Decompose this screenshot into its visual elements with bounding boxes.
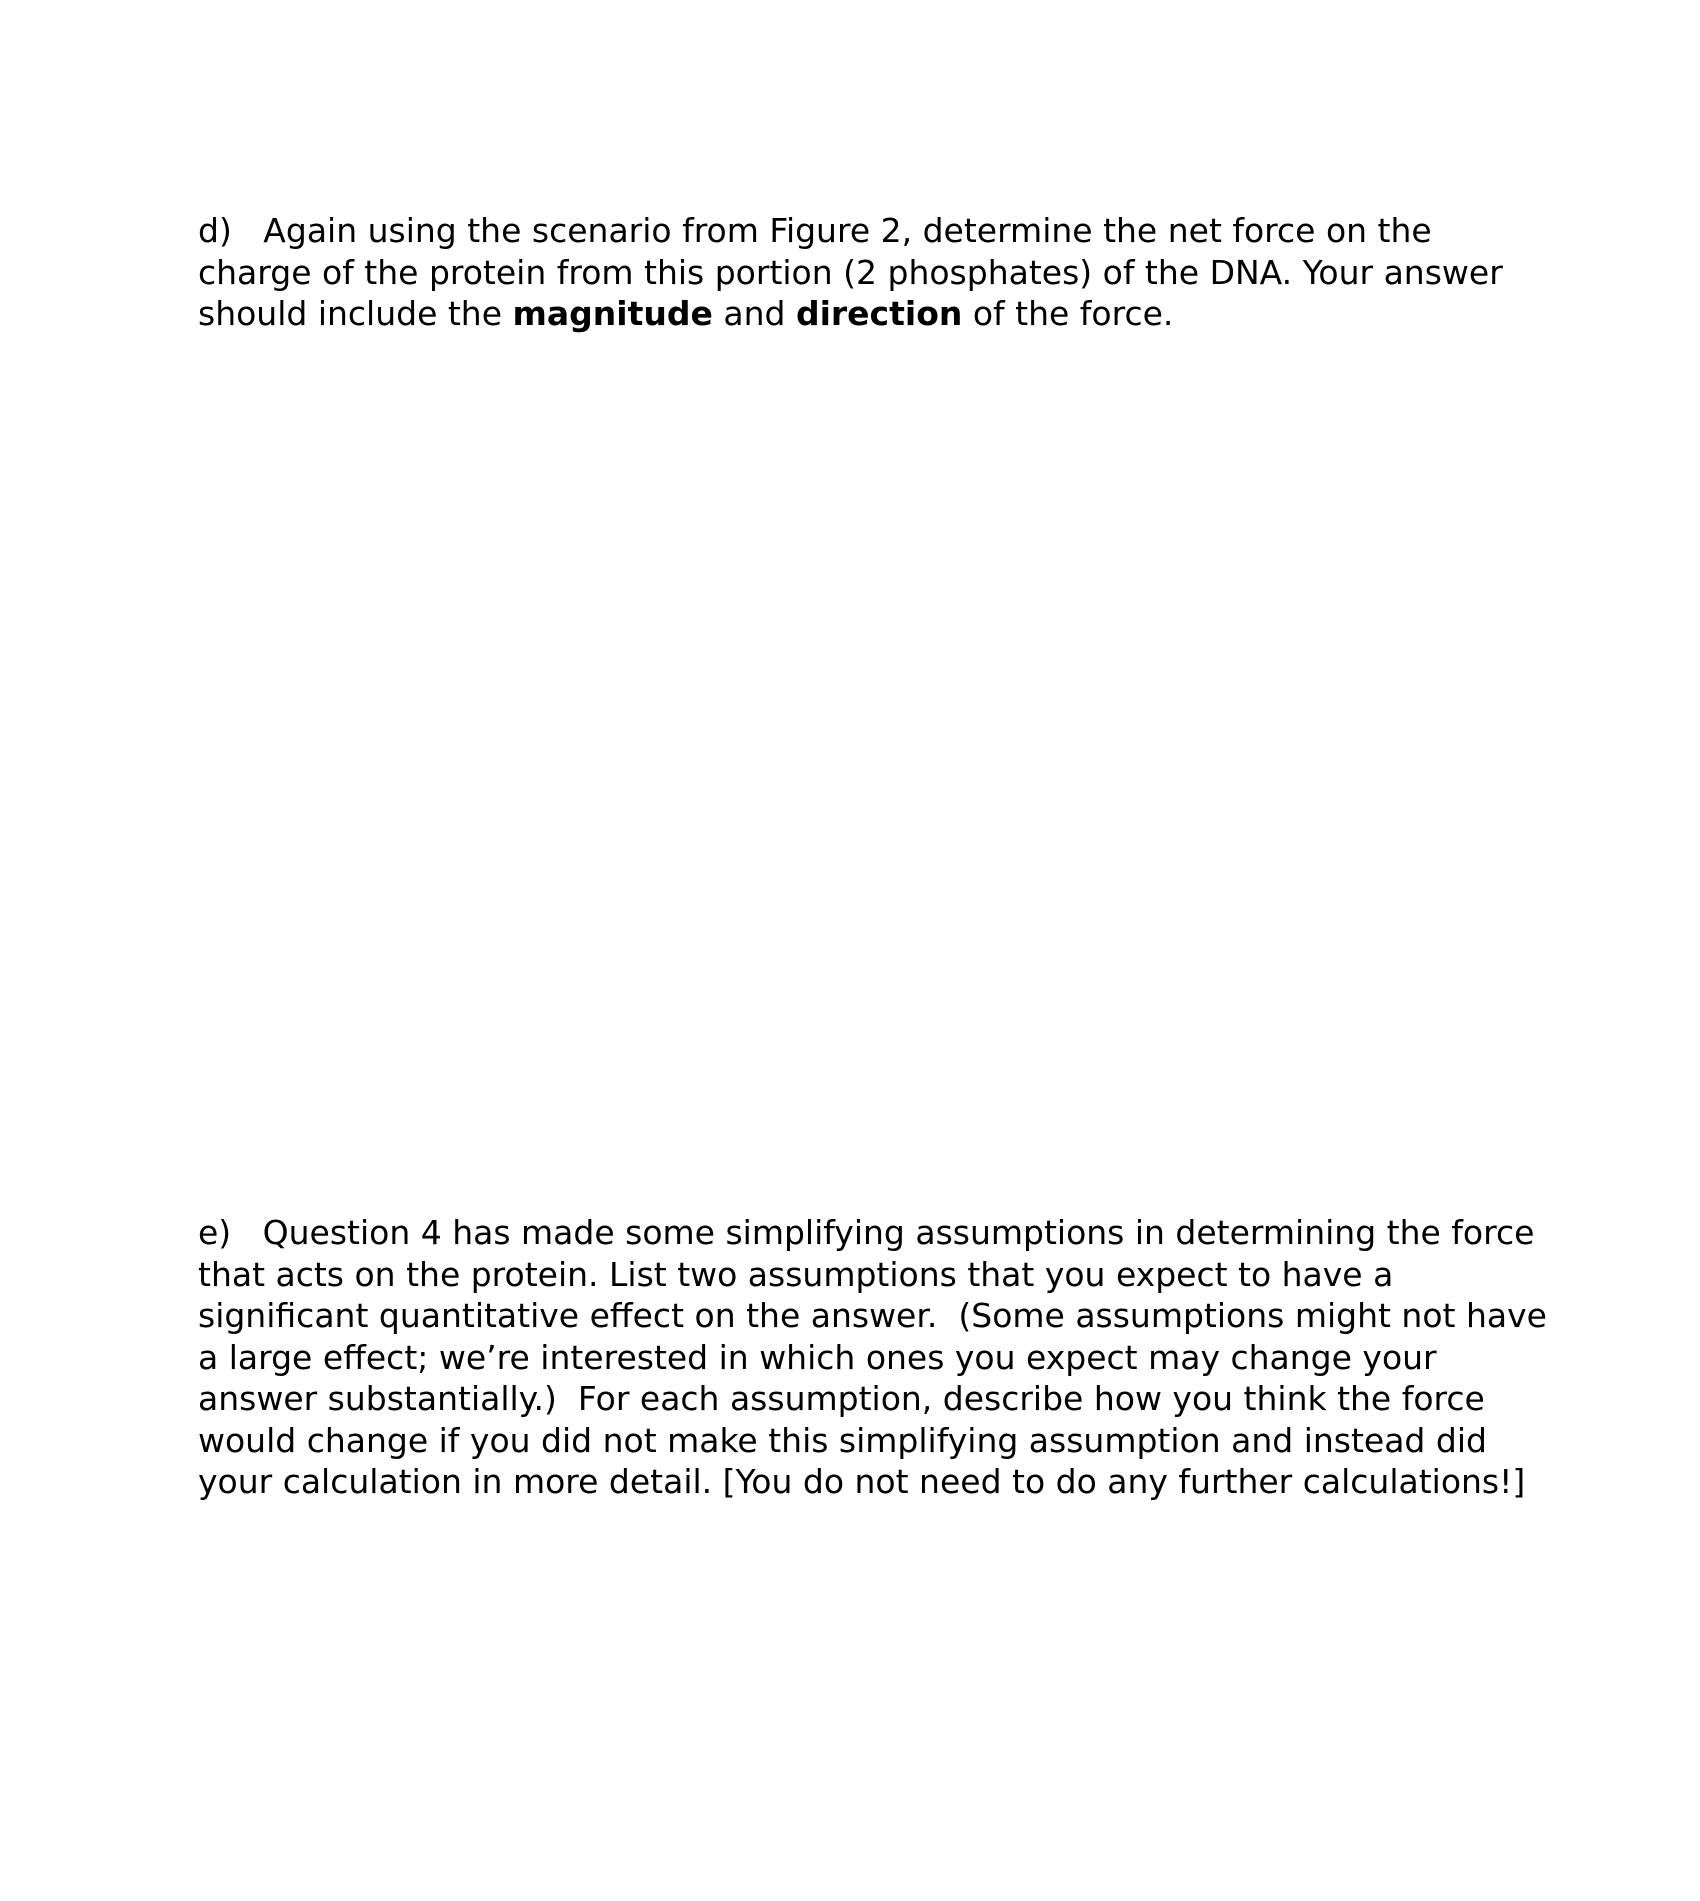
question-e-line-3: significant quantitative effect on the answer. (Some assumptions might not have xyxy=(198,1296,1547,1335)
question-d-line-3-text-a: should include the xyxy=(198,294,513,333)
bold-term-magnitude: magnitude xyxy=(512,294,713,333)
question-e-line-1: e) Question 4 has made some simplifying assumptions in determining the force xyxy=(198,1213,1535,1252)
question-d-line-3-text-c: of the force. xyxy=(962,294,1174,333)
bold-term-direction: direction xyxy=(795,294,963,333)
question-d-line-3 xyxy=(198,293,1598,335)
question-e xyxy=(198,1212,1598,1503)
question-e-line-2: that acts on the protein. List two assumptions that you expect to have a xyxy=(198,1254,1394,1294)
question-d xyxy=(198,210,1598,335)
question-d-line-1: d) Again using the scenario from Figure 2, determine the net force on the xyxy=(198,211,1432,250)
question-d-line-2: charge of the protein from this portion (2 phosphates) of the DNA. Your answer xyxy=(198,252,1503,292)
question-e-line-6: would change if you did not make this simplifying assumption and instead did xyxy=(198,1420,1487,1460)
question-e-line-7: your calculation in more detail. [You do not need to do any further calculations!] xyxy=(198,1462,1526,1501)
question-e-line-4: a large effect; we’re interested in which ones you expect may change your xyxy=(198,1337,1437,1377)
question-e-line-5: answer substantially.) For each assumption, describe how you think the force xyxy=(198,1379,1485,1418)
question-d-line-3-text-b: and xyxy=(712,294,796,333)
